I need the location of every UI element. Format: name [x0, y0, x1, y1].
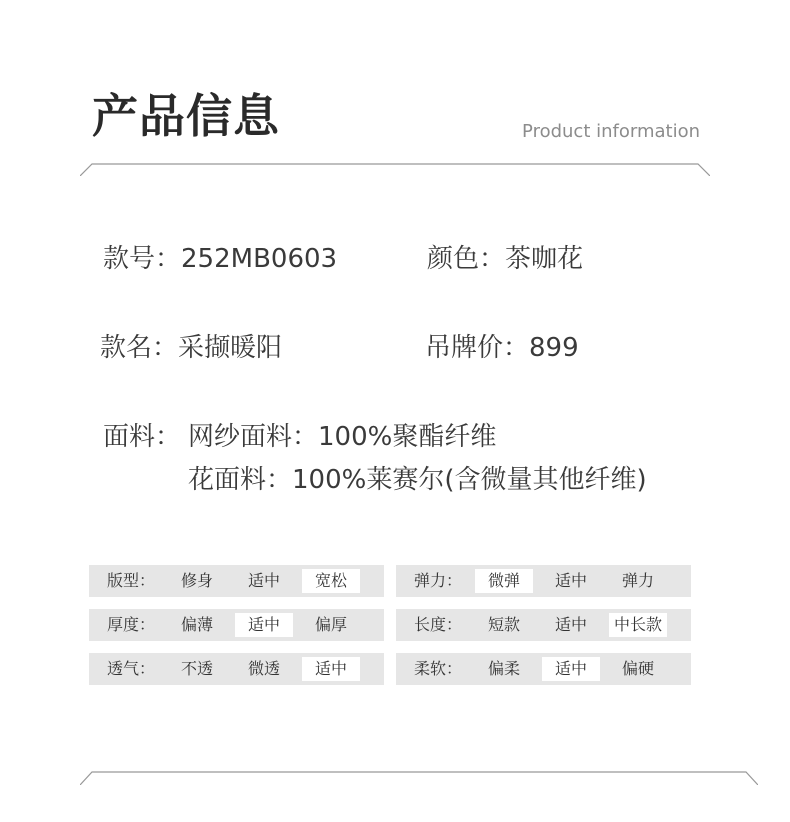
bottom-divider [80, 769, 758, 785]
fabric-line-2: 花面料：100%莱赛尔(含微量其他纤维) [188, 465, 647, 495]
style-name-row [100, 332, 282, 364]
color-row [427, 243, 583, 275]
spec-length-option-midlong-selected: 中长款 [609, 613, 667, 637]
page-title: 产品信息 [92, 89, 280, 143]
tag-price-label: 吊牌价： [425, 333, 530, 363]
tag-price-row [425, 332, 579, 364]
style-name-label: 款名： [100, 333, 179, 363]
spec-length-label: 长度： [414, 615, 463, 634]
spec-softness [396, 653, 691, 685]
spec-breathability-option-slight: 微透 [247, 659, 280, 678]
spec-thickness-label: 厚度： [107, 615, 156, 634]
style-name-value: 采撷暖阳 [178, 333, 283, 363]
spec-fit-label: 版型： [107, 571, 156, 590]
spec-softness-option-firm: 偏硬 [621, 659, 654, 678]
color-value: 茶咖花 [505, 244, 584, 274]
spec-fit-option-loose-selected: 宽松 [302, 569, 360, 593]
spec-thickness [89, 609, 384, 641]
top-divider [80, 160, 710, 176]
style-number-value: 252MB0603 [181, 244, 338, 274]
page-subtitle: Product information [522, 121, 700, 142]
spec-fit-option-regular: 适中 [247, 571, 280, 590]
style-number-row [103, 243, 337, 275]
spec-length-option-regular: 适中 [554, 615, 587, 634]
spec-stretch-option-moderate: 适中 [554, 571, 587, 590]
spec-breathability-label: 透气： [107, 659, 156, 678]
style-number-label: 款号： [103, 244, 182, 274]
spec-stretch-option-stretchy: 弹力 [621, 571, 654, 590]
spec-breathability-option-moderate-selected: 适中 [302, 657, 360, 681]
fabric-label: 面料： [103, 422, 182, 452]
spec-thickness-option-thin: 偏薄 [180, 615, 213, 634]
spec-stretch-label: 弹力： [414, 571, 463, 590]
spec-stretch [396, 565, 691, 597]
spec-fit-option-slim: 修身 [180, 571, 213, 590]
spec-thickness-option-thick: 偏厚 [314, 615, 347, 634]
spec-stretch-option-slight-selected: 微弹 [475, 569, 533, 593]
spec-breathability [89, 653, 384, 685]
spec-fit [89, 565, 384, 597]
spec-length [396, 609, 691, 641]
spec-softness-option-moderate-selected: 适中 [542, 657, 600, 681]
spec-thickness-option-regular-selected: 适中 [235, 613, 293, 637]
tag-price-value: 899 [529, 333, 579, 363]
color-label: 颜色： [427, 244, 506, 274]
spec-breathability-option-none: 不透 [180, 659, 213, 678]
spec-softness-label: 柔软： [414, 659, 463, 678]
spec-length-option-short: 短款 [487, 615, 520, 634]
fabric-line-1: 网纱面料：100%聚酯纤维 [188, 422, 497, 452]
spec-softness-option-soft: 偏柔 [487, 659, 520, 678]
